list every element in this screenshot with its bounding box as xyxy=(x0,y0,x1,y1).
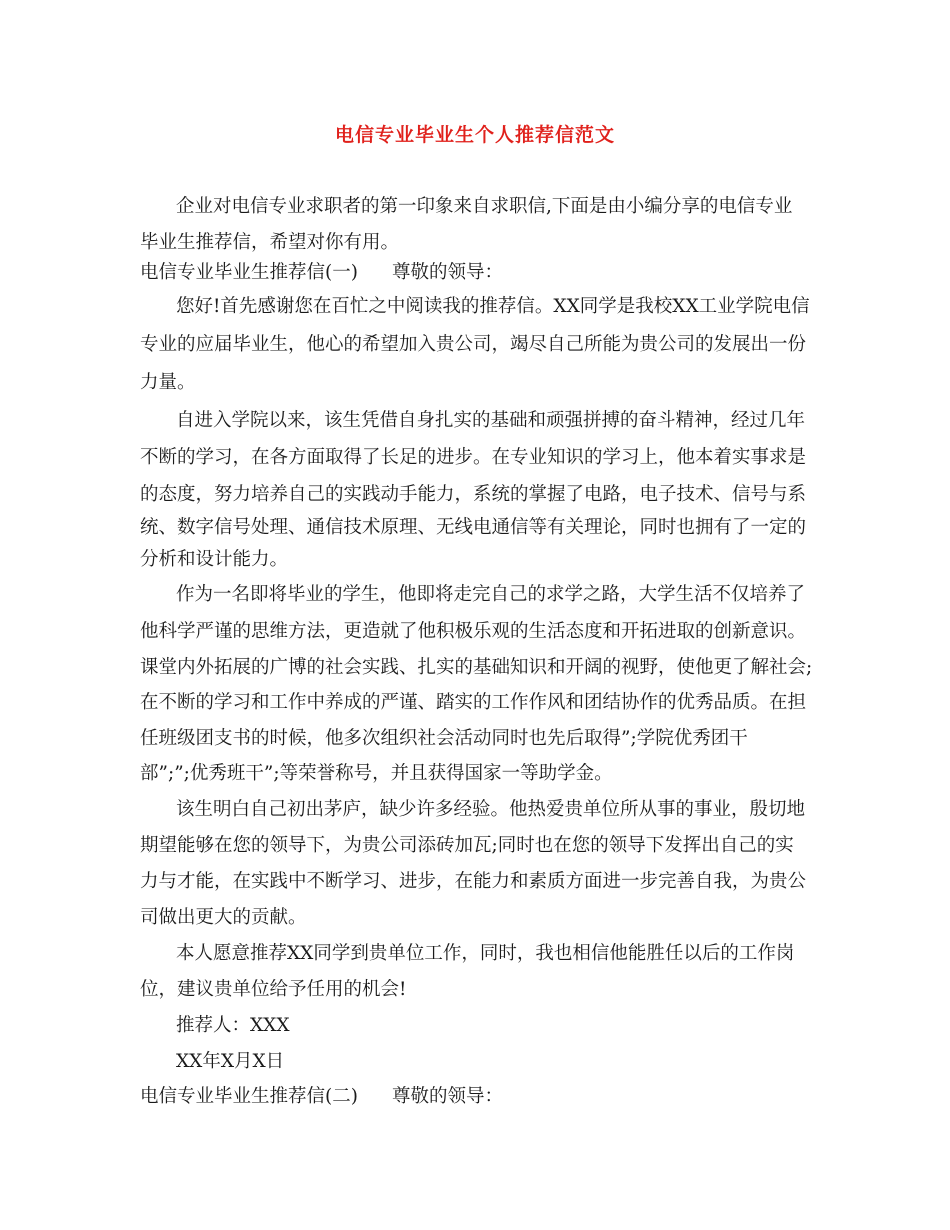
salutation: 尊敬的领导： xyxy=(391,1086,503,1107)
letter-section-title: 电信专业毕业生推荐信(二) xyxy=(140,1086,358,1107)
salutation: 尊敬的领导： xyxy=(391,262,503,283)
paragraph-line: 企业对电信专业求职者的第一印象来自求职信,下面是由小编分享的电信专业 xyxy=(176,196,793,217)
paragraph-line: 统、数字信号处理、通信技术原理、无线电通信等有关理论，同时也拥有了一定的 xyxy=(140,517,807,538)
paragraph-line: 任班级团支书的时候，他多次组织社会活动同时也先后取得”;学院优秀团干 xyxy=(140,728,748,749)
paragraph-line: 毕业生推荐信，希望对你有用。 xyxy=(140,232,400,253)
paragraph-line: 作为一名即将毕业的学生，他即将走完自己的求学之路，大学生活不仅培养了 xyxy=(176,584,806,605)
paragraph-line: 他科学严谨的思维方法，更造就了他积极乐观的生活态度和开拓进取的创新意识。 xyxy=(140,621,807,642)
paragraph-line: 在不断的学习和工作中养成的严谨、踏实的工作作风和团结协作的优秀品质。在担 xyxy=(140,692,807,713)
paragraph-line: 自进入学院以来，该生凭借自身扎实的基础和顽强拼搏的奋斗精神，经过几年 xyxy=(176,410,806,431)
date-line: XX年X月X日 xyxy=(176,1051,285,1072)
paragraph-line: 司做出更大的贡献。 xyxy=(140,907,307,928)
paragraph-line: 课堂内外拓展的广博的社会实践、扎实的基础知识和开阔的视野，使他更了解社会; xyxy=(140,657,813,678)
document-title: 电信专业毕业生个人推荐信范文 xyxy=(334,124,615,146)
paragraph-line: 该生明白自己初出茅庐，缺少许多经验。他热爱贵单位所从事的事业，殷切地 xyxy=(176,799,806,820)
paragraph-line: 部”;”;优秀班干”;等荣誉称号，并且获得国家一等助学金。 xyxy=(140,763,613,784)
letter-section-title: 电信专业毕业生推荐信(一) xyxy=(140,262,358,283)
paragraph-line: 本人愿意推荐XX同学到贵单位工作，同时，我也相信他能胜任以后的工作岗 xyxy=(176,943,795,964)
paragraph-line: 专业的应届毕业生，他心的希望加入贵公司，竭尽自己所能为贵公司的发展出一份 xyxy=(140,334,807,355)
paragraph-line: 力与才能，在实践中不断学习、进步，在能力和素质方面进一步完善自我，为贵公 xyxy=(140,871,807,892)
paragraph-line: 分析和设计能力。 xyxy=(140,549,289,570)
letter-heading xyxy=(140,1080,830,1114)
letter-heading xyxy=(140,256,830,290)
paragraph-line: 您好!首先感谢您在百忙之中阅读我的推荐信。XX同学是我校XX工业学院电信 xyxy=(176,296,810,317)
paragraph-line: 期望能够在您的领导下，为贵公司添砖加瓦;同时也在您的领导下发挥出自己的实 xyxy=(140,835,794,856)
paragraph-line: 位，建议贵单位给予任用的机会! xyxy=(140,979,407,1000)
recommender-line: 推荐人：XXX xyxy=(176,1015,290,1036)
paragraph-line: 的态度，努力培养自己的实践动手能力，系统的掌握了电路，电子技术、信号与系 xyxy=(140,484,807,505)
paragraph-line: 不断的学习，在各方面取得了长足的进步。在专业知识的学习上，他本着实事求是 xyxy=(140,447,807,468)
paragraph-line: 力量。 xyxy=(140,372,196,393)
